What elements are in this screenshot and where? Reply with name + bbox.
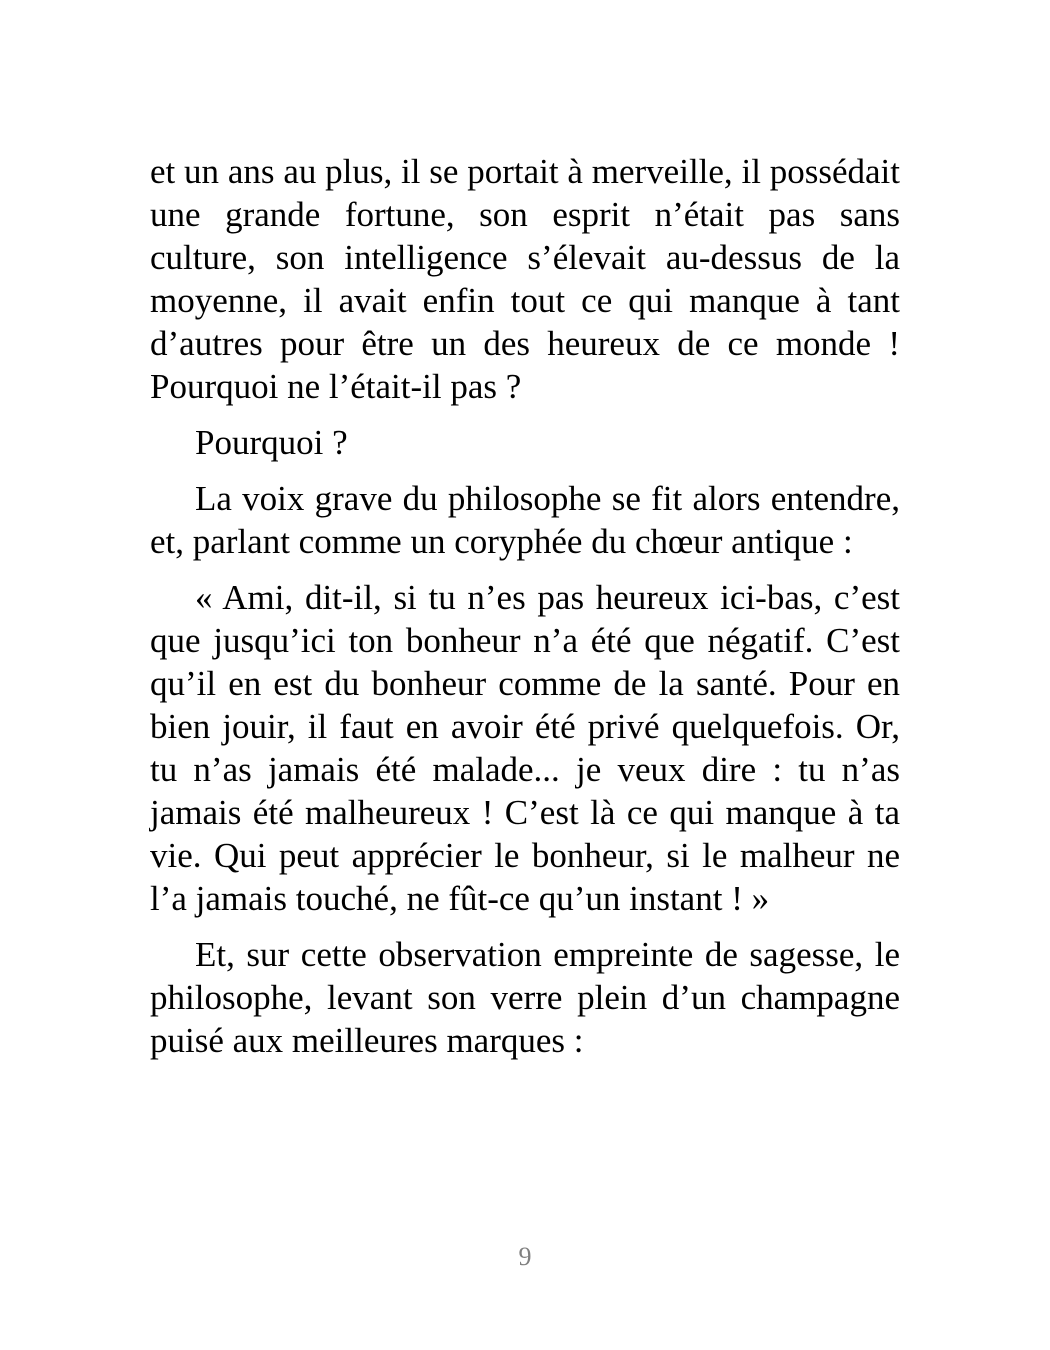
paragraph-pourquoi: Pourquoi ? [195,423,348,462]
paragraph-discours: « Ami, dit-il, si tu n’es pas heureux ici-bas, c’est que jusqu’ici ton bonheur n’a été que négatif. C’est qu’il en est du bonheur comme de la santé. Pour en bien jouir, il faut en avoir été privé quelquefois. Or, tu n’as jamais été malade... je veux dire : tu n’as jamais été malheureux ! C’est là ce qui manque à ta vie. Qui peut apprécier le bonheur, si le malheur ne l’a jamais touché, ne fût-ce qu’un instant ! » [150,578,900,918]
page-body [150,150,900,1075]
paragraph-philosophe-voix: La voix grave du philosophe se fit alors entendre, et, parlant comme un coryphée du chœur antique : [150,479,900,561]
paragraph-continuation: et un ans au plus, il se portait à merveille, il possédait une grande fortune, son esprit n’était pas sans culture, son intelligence s’élevait au-dessus de la moyenne, il avait enfin tout ce qui manque à tant d’autres pour être un des heureux de ce monde ! Pourquoi ne l’était-il pas ? [150,152,900,406]
page-number: 9 [518,1242,532,1271]
paragraph-champagne: Et, sur cette observation empreinte de sagesse, le philosophe, levant son verre plein d’un champagne puisé aux meilleures marques : [150,935,900,1060]
